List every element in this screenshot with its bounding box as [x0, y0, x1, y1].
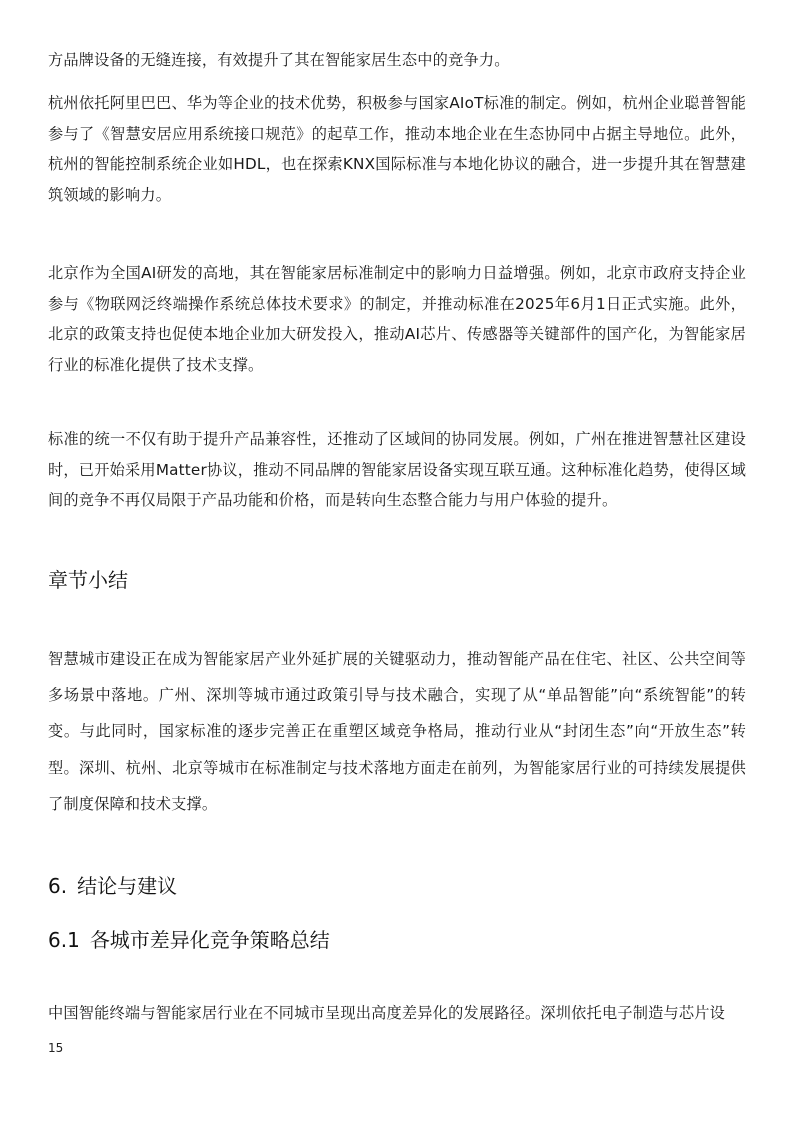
paragraph-hangzhou: 杭州依托阿里巴巴、华为等企业的技术优势，积极参与国家AIoT标准的制定。例如，杭州企业聪普智能参与了《智慧安居应用系统接口规范》的起草工作，推动本地企业在生态协同中占据主导地位。此外，杭州的智能控制系统企业如HDL，也在探索KNX国际标准与本地化协议的融合，进一步提升其在智慧建筑领域的影响力。: [48, 94, 746, 204]
page-number: 15: [48, 1041, 64, 1055]
paragraph-beijing: 北京作为全国AI研发的高地，其在智能家居标准制定中的影响力日益增强。例如，北京市政府支持企业参与《物联网泛终端操作系统总体技术要求》的制定，并推动标准在2025年6月1日正式实施。此外，北京的政策支持也促使本地企业加大研发投入，推动AI芯片、传感器等关键部件的国产化，为智能家居行业的标准化提供了技术支撑。: [48, 264, 746, 374]
section-6-1-heading: [48, 926, 330, 954]
section-summary-heading: 章节小结: [48, 568, 128, 592]
paragraph-conclusion-start: 中国智能终端与智能家居行业在不同城市呈现出高度差异化的发展路径。深圳依托电子制造与芯片设: [48, 1004, 726, 1022]
chapter-6-title: 结论与建议: [77, 874, 178, 898]
paragraph-continuation: 方品牌设备的无缝连接，有效提升了其在智能家居生态中的竞争力。: [48, 51, 510, 69]
section-6-1-title: 各城市差异化竞争策略总结: [89, 928, 330, 952]
paragraph-summary: 智慧城市建设正在成为智能家居产业外延扩展的关键驱动力，推动智能产品在住宅、社区、公共空间等多场景中落地。广州、深圳等城市通过政策引导与技术融合，实现了从“单品智能”向“系统智能”的转变。与此同时，国家标准的逐步完善正在重塑区域竞争格局，推动行业从“封闭生态”向“开放生态”转型。深圳、杭州、北京等城市在标准制定与技术落地方面走在前列，为智能家居行业的可持续发展提供了制度保障和技术支撑。: [48, 650, 746, 813]
chapter-6-heading: [48, 872, 177, 900]
section-6-1-number: 6.1: [48, 928, 80, 952]
chapter-6-number: 6.: [48, 874, 68, 898]
paragraph-standards: 标准的统一不仅有助于提升产品兼容性，还推动了区域间的协同发展。例如，广州在推进智慧社区建设时，已开始采用Matter协议，推动不同品牌的智能家居设备实现互联互通。这种标准化趋势，使得区域间的竞争不再仅局限于产品功能和价格，而是转向生态整合能力与用户体验的提升。: [48, 430, 746, 509]
